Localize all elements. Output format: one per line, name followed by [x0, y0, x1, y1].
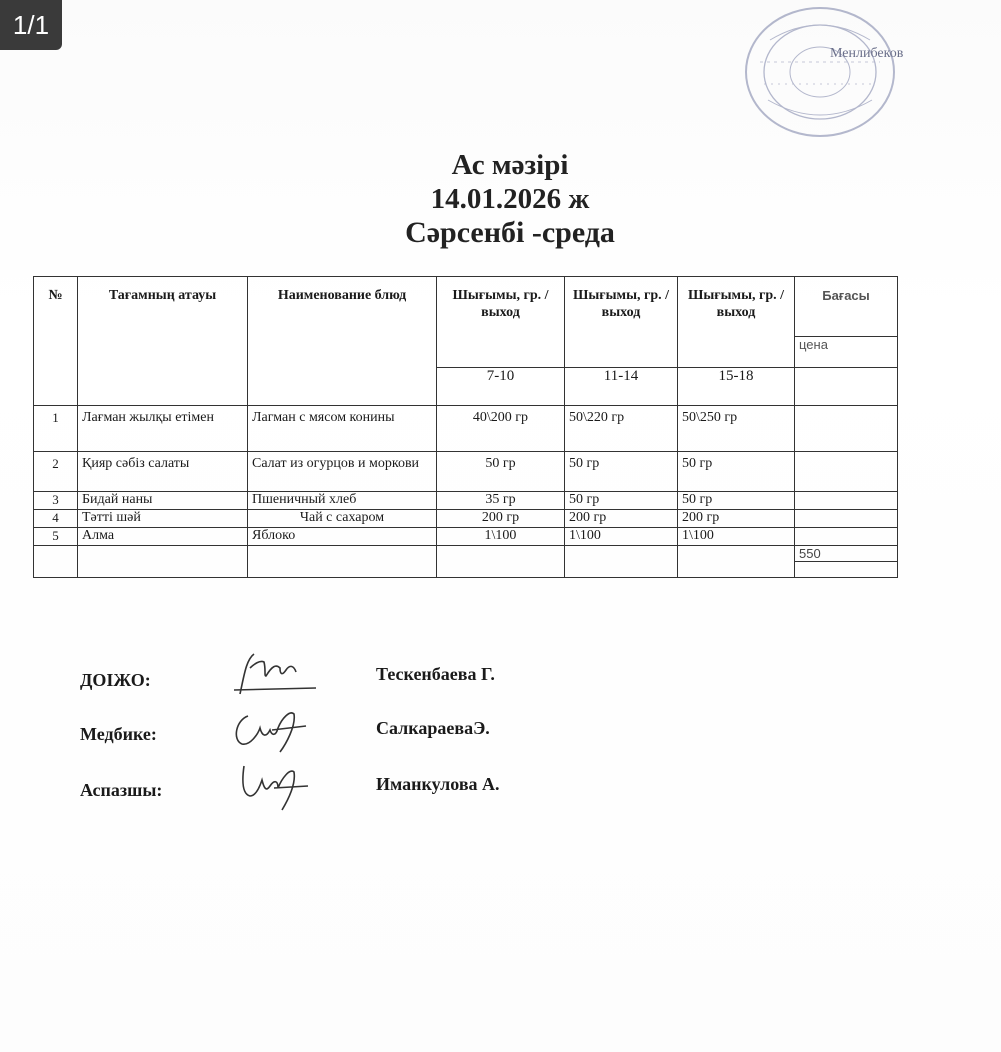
signature-role: Медбике: [80, 724, 157, 744]
dish-name-ru: Пшеничный хлеб [248, 492, 437, 510]
col-header-name-ru: Наименование блюд [248, 277, 437, 406]
yield-7-10: 50 гр [437, 452, 565, 492]
dish-name-kz: Лағман жылқы етімен [78, 406, 248, 452]
stamp-seal [720, 0, 950, 170]
page-counter: 1/1 [0, 0, 62, 50]
stamp-text: Менлибеков [830, 46, 904, 61]
table-row [34, 510, 898, 528]
age-group-1: 7-10 [437, 368, 565, 406]
signature-name: Тескенбаева Г. [376, 664, 495, 684]
header-row [34, 277, 898, 337]
col-header-yield-2: Шығымы, гр. / выход [565, 277, 678, 368]
price-cell [795, 406, 898, 452]
age-group-2: 11-14 [565, 368, 678, 406]
col-header-name-kz: Тағамның атауы [78, 277, 248, 406]
yield-11-14: 1\100 [565, 528, 678, 546]
handwritten-signature-3 [220, 756, 330, 812]
menu-table [33, 276, 898, 578]
row-num: 1 [34, 406, 78, 452]
col-header-num: № [34, 277, 78, 406]
dish-name-kz: Бидай наны [78, 492, 248, 510]
dish-name-ru: Чай с сахаром [248, 510, 437, 528]
row-num: 2 [34, 452, 78, 492]
document-title: Ас мәзірі [451, 149, 569, 181]
price-cell [795, 528, 898, 546]
row-num: 4 [34, 510, 78, 528]
col-header-price-kz: Бағасы [795, 277, 898, 337]
row-num: 3 [34, 492, 78, 510]
yield-7-10: 40\200 гр [437, 406, 565, 452]
signature-role: Аспазшы: [80, 780, 163, 800]
dish-name-ru: Салат из огурцов и моркови [248, 452, 437, 492]
dish-name-ru: Лагман с мясом конины [248, 406, 437, 452]
yield-7-10: 200 гр [437, 510, 565, 528]
col-header-price-ru: цена [795, 337, 898, 368]
col-header-yield-1: Шығымы, гр. / выход [437, 277, 565, 368]
price-cell [795, 452, 898, 492]
total-price: 550 [795, 546, 898, 562]
yield-15-18: 50 гр [678, 452, 795, 492]
dish-name-ru: Яблоко [248, 528, 437, 546]
signature-row-aspazshy [80, 770, 780, 810]
col-header-yield-3: Шығымы, гр. / выход [678, 277, 795, 368]
signature-name: СалкараеваЭ. [376, 718, 490, 738]
dish-name-kz: Қияр сәбіз салаты [78, 452, 248, 492]
yield-15-18: 1\100 [678, 528, 795, 546]
yield-15-18: 50 гр [678, 492, 795, 510]
signature-row-doizho [80, 660, 780, 700]
handwritten-signature-2 [220, 700, 330, 756]
empty-cell [795, 562, 898, 578]
yield-11-14: 50 гр [565, 452, 678, 492]
signature-row-medbike [80, 714, 780, 754]
dish-name-kz: Алма [78, 528, 248, 546]
yield-11-14: 200 гр [565, 510, 678, 528]
handwritten-signature-1 [220, 646, 330, 702]
signature-role: ДОІЖО: [80, 670, 151, 690]
document-date: 14.01.2026 ж [430, 183, 590, 215]
table-row [34, 452, 898, 492]
price-cell [795, 510, 898, 528]
table-row [34, 528, 898, 546]
age-group-3: 15-18 [678, 368, 795, 406]
price-cell [795, 492, 898, 510]
yield-15-18: 200 гр [678, 510, 795, 528]
total-row [34, 546, 898, 562]
document-weekday: Сәрсенбі -среда [405, 216, 615, 249]
title-block [320, 148, 700, 250]
yield-11-14: 50 гр [565, 492, 678, 510]
empty-cell [795, 368, 898, 406]
signature-name: Иманкулова А. [376, 774, 500, 794]
yield-7-10: 35 гр [437, 492, 565, 510]
yield-11-14: 50\220 гр [565, 406, 678, 452]
table-row [34, 406, 898, 452]
yield-15-18: 50\250 гр [678, 406, 795, 452]
row-num: 5 [34, 528, 78, 546]
table-row [34, 492, 898, 510]
yield-7-10: 1\100 [437, 528, 565, 546]
dish-name-kz: Тәтті шәй [78, 510, 248, 528]
